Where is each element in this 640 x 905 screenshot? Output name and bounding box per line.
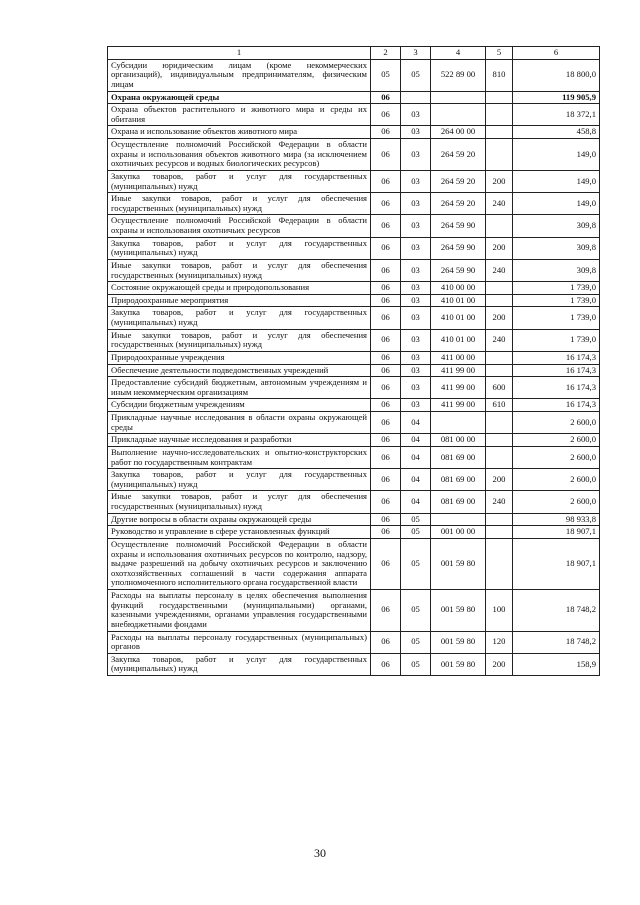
header-col-1: 1 xyxy=(108,47,371,60)
row-amount-cell: 16 174,3 xyxy=(513,351,600,364)
row-section-cell: 06 xyxy=(371,590,401,632)
row-name-cell: Закупка товаров, работ и услуг для государственных (муниципальных) нужд xyxy=(108,170,371,192)
table-row xyxy=(108,491,600,513)
row-name-cell: Состояние окружающей среды и природопользования xyxy=(108,282,371,295)
row-section-cell: 06 xyxy=(371,399,401,412)
row-target-code-cell xyxy=(431,513,486,526)
row-expense-type-cell: 240 xyxy=(486,491,513,513)
table-row xyxy=(108,294,600,307)
row-expense-type-cell: 240 xyxy=(486,193,513,215)
row-target-code-cell: 081 00 00 xyxy=(431,434,486,447)
row-subsection-cell: 04 xyxy=(401,434,431,447)
row-amount-cell: 149,0 xyxy=(513,170,600,192)
row-name-cell: Закупка товаров, работ и услуг для государственных (муниципальных) нужд xyxy=(108,307,371,329)
row-subsection-cell: 05 xyxy=(401,590,431,632)
row-subsection-cell xyxy=(401,91,431,104)
row-name-cell: Охрана окружающей среды xyxy=(108,91,371,104)
row-amount-cell: 16 174,3 xyxy=(513,364,600,377)
row-section-cell: 06 xyxy=(371,526,401,539)
table-row xyxy=(108,91,600,104)
row-section-cell: 06 xyxy=(371,91,401,104)
row-amount-cell: 16 174,3 xyxy=(513,377,600,399)
row-amount-cell: 18 907,1 xyxy=(513,538,600,589)
row-amount-cell: 2 600,0 xyxy=(513,491,600,513)
row-section-cell: 06 xyxy=(371,364,401,377)
table-row xyxy=(108,434,600,447)
row-expense-type-cell xyxy=(486,215,513,237)
row-subsection-cell: 05 xyxy=(401,631,431,653)
row-section-cell: 06 xyxy=(371,237,401,259)
row-subsection-cell: 04 xyxy=(401,469,431,491)
row-name-cell: Субсидии бюджетным учреждениям xyxy=(108,399,371,412)
row-subsection-cell: 05 xyxy=(401,526,431,539)
row-expense-type-cell: 200 xyxy=(486,653,513,675)
row-subsection-cell: 03 xyxy=(401,351,431,364)
table-row xyxy=(108,526,600,539)
row-target-code-cell xyxy=(431,412,486,434)
table-row xyxy=(108,237,600,259)
row-amount-cell: 1 739,0 xyxy=(513,294,600,307)
header-col-2: 2 xyxy=(371,47,401,60)
row-name-cell: Прикладные научные исследования и разработки xyxy=(108,434,371,447)
table-row xyxy=(108,170,600,192)
row-expense-type-cell xyxy=(486,351,513,364)
row-expense-type-cell: 610 xyxy=(486,399,513,412)
row-expense-type-cell xyxy=(486,139,513,171)
row-amount-cell: 2 600,0 xyxy=(513,434,600,447)
row-target-code-cell: 081 69 00 xyxy=(431,469,486,491)
row-subsection-cell: 03 xyxy=(401,377,431,399)
table-row xyxy=(108,139,600,171)
row-name-cell: Иные закупки товаров, работ и услуг для обеспечения государственных (муниципальных) нужд xyxy=(108,329,371,351)
table-row xyxy=(108,538,600,589)
row-subsection-cell: 04 xyxy=(401,491,431,513)
row-target-code-cell: 264 59 20 xyxy=(431,170,486,192)
row-expense-type-cell xyxy=(486,126,513,139)
row-amount-cell: 18 748,2 xyxy=(513,631,600,653)
row-amount-cell: 158,9 xyxy=(513,653,600,675)
row-subsection-cell: 03 xyxy=(401,104,431,126)
row-name-cell: Предоставление субсидий бюджетным, автономным учреждениям и иным некоммерческим организациям xyxy=(108,377,371,399)
row-target-code-cell: 264 59 20 xyxy=(431,139,486,171)
row-section-cell: 06 xyxy=(371,412,401,434)
table-row xyxy=(108,513,600,526)
row-expense-type-cell: 200 xyxy=(486,170,513,192)
row-target-code-cell: 410 00 00 xyxy=(431,282,486,295)
row-subsection-cell: 05 xyxy=(401,59,431,91)
table-row xyxy=(108,399,600,412)
table-row xyxy=(108,59,600,91)
row-expense-type-cell: 240 xyxy=(486,259,513,281)
row-subsection-cell: 05 xyxy=(401,538,431,589)
row-subsection-cell: 03 xyxy=(401,126,431,139)
row-section-cell: 06 xyxy=(371,259,401,281)
row-section-cell: 06 xyxy=(371,653,401,675)
table-row xyxy=(108,469,600,491)
row-amount-cell: 309,8 xyxy=(513,259,600,281)
row-amount-cell: 149,0 xyxy=(513,193,600,215)
row-name-cell: Природоохранные мероприятия xyxy=(108,294,371,307)
row-target-code-cell: 410 01 00 xyxy=(431,294,486,307)
row-target-code-cell: 264 59 90 xyxy=(431,259,486,281)
row-amount-cell: 2 600,0 xyxy=(513,412,600,434)
row-amount-cell: 98 933,8 xyxy=(513,513,600,526)
row-amount-cell: 309,8 xyxy=(513,215,600,237)
row-section-cell: 05 xyxy=(371,59,401,91)
row-target-code-cell: 264 00 00 xyxy=(431,126,486,139)
row-target-code-cell: 001 59 80 xyxy=(431,538,486,589)
table-row xyxy=(108,631,600,653)
row-section-cell: 06 xyxy=(371,538,401,589)
row-expense-type-cell xyxy=(486,104,513,126)
row-section-cell: 06 xyxy=(371,193,401,215)
row-amount-cell: 1 739,0 xyxy=(513,307,600,329)
row-target-code-cell: 264 59 90 xyxy=(431,237,486,259)
row-amount-cell: 458,8 xyxy=(513,126,600,139)
budget-table xyxy=(107,46,600,676)
row-expense-type-cell xyxy=(486,538,513,589)
row-name-cell: Закупка товаров, работ и услуг для государственных (муниципальных) нужд xyxy=(108,469,371,491)
row-amount-cell: 18 372,1 xyxy=(513,104,600,126)
table-row xyxy=(108,329,600,351)
row-target-code-cell: 411 00 00 xyxy=(431,351,486,364)
row-target-code-cell: 081 69 00 xyxy=(431,491,486,513)
row-expense-type-cell xyxy=(486,446,513,468)
row-expense-type-cell: 600 xyxy=(486,377,513,399)
row-section-cell: 06 xyxy=(371,215,401,237)
row-name-cell: Осуществление полномочий Российской Федерации в области охраны и использования охотничьих ресурсов по контролю, надзору, выдаче разрешений на добычу охотничьих ресурсов и заключению охотхозяйственных соглашений в части содержания аппарата уполномоченного исполнительного органа государственной власти xyxy=(108,538,371,589)
table-row xyxy=(108,215,600,237)
table-row xyxy=(108,282,600,295)
table-row xyxy=(108,364,600,377)
row-name-cell: Другие вопросы в области охраны окружающей среды xyxy=(108,513,371,526)
row-section-cell: 06 xyxy=(371,104,401,126)
row-subsection-cell: 03 xyxy=(401,215,431,237)
row-subsection-cell: 03 xyxy=(401,364,431,377)
row-name-cell: Закупка товаров, работ и услуг для государственных (муниципальных) нужд xyxy=(108,653,371,675)
row-subsection-cell: 05 xyxy=(401,653,431,675)
table-row xyxy=(108,259,600,281)
row-name-cell: Иные закупки товаров, работ и услуг для обеспечения государственных (муниципальных) нужд xyxy=(108,193,371,215)
row-amount-cell: 18 748,2 xyxy=(513,590,600,632)
row-expense-type-cell xyxy=(486,282,513,295)
row-subsection-cell: 03 xyxy=(401,237,431,259)
row-target-code-cell xyxy=(431,91,486,104)
row-target-code-cell: 410 01 00 xyxy=(431,329,486,351)
row-name-cell: Осуществление полномочий Российской Федерации в области охраны и использования объектов животного мира (за исключением охотничьих ресурсов и водных биологических ресурсов) xyxy=(108,139,371,171)
table-row xyxy=(108,351,600,364)
row-amount-cell: 1 739,0 xyxy=(513,329,600,351)
row-section-cell: 06 xyxy=(371,139,401,171)
row-section-cell: 06 xyxy=(371,491,401,513)
row-amount-cell: 309,8 xyxy=(513,237,600,259)
row-subsection-cell: 03 xyxy=(401,193,431,215)
table-body xyxy=(108,59,600,675)
row-expense-type-cell xyxy=(486,294,513,307)
row-amount-cell: 119 905,9 xyxy=(513,91,600,104)
row-expense-type-cell: 200 xyxy=(486,307,513,329)
row-target-code-cell: 522 89 00 xyxy=(431,59,486,91)
row-target-code-cell: 411 99 00 xyxy=(431,399,486,412)
row-section-cell: 06 xyxy=(371,170,401,192)
row-name-cell: Субсидии юридическим лицам (кроме некоммерческих организаций), индивидуальным предпринимателям, физическим лицам xyxy=(108,59,371,91)
row-name-cell: Закупка товаров, работ и услуг для государственных (муниципальных) нужд xyxy=(108,237,371,259)
table-row xyxy=(108,446,600,468)
row-name-cell: Прикладные научные исследования в области охраны окружающей среды xyxy=(108,412,371,434)
row-name-cell: Охрана и использование объектов животного мира xyxy=(108,126,371,139)
table-row xyxy=(108,590,600,632)
row-target-code-cell: 411 99 00 xyxy=(431,364,486,377)
row-target-code-cell: 411 99 00 xyxy=(431,377,486,399)
table-row xyxy=(108,126,600,139)
row-target-code-cell: 001 59 80 xyxy=(431,631,486,653)
row-target-code-cell xyxy=(431,104,486,126)
row-name-cell: Иные закупки товаров, работ и услуг для обеспечения государственных (муниципальных) нужд xyxy=(108,491,371,513)
row-expense-type-cell xyxy=(486,91,513,104)
row-subsection-cell: 03 xyxy=(401,399,431,412)
table-row xyxy=(108,377,600,399)
row-subsection-cell: 03 xyxy=(401,282,431,295)
row-amount-cell: 18 907,1 xyxy=(513,526,600,539)
row-subsection-cell: 05 xyxy=(401,513,431,526)
row-expense-type-cell: 100 xyxy=(486,590,513,632)
row-section-cell: 06 xyxy=(371,351,401,364)
row-name-cell: Охрана объектов растительного и животного мира и среды их обитания xyxy=(108,104,371,126)
row-subsection-cell: 03 xyxy=(401,329,431,351)
header-col-5: 5 xyxy=(486,47,513,60)
table-row xyxy=(108,193,600,215)
header-col-3: 3 xyxy=(401,47,431,60)
row-subsection-cell: 03 xyxy=(401,294,431,307)
row-name-cell: Выполнение научно-исследовательских и опытно-конструкторских работ по государственным контрактам xyxy=(108,446,371,468)
row-subsection-cell: 04 xyxy=(401,412,431,434)
row-expense-type-cell xyxy=(486,412,513,434)
row-amount-cell: 2 600,0 xyxy=(513,446,600,468)
row-section-cell: 06 xyxy=(371,631,401,653)
row-name-cell: Осуществление полномочий Российской Федерации в области охраны и использования охотничьих ресурсов xyxy=(108,215,371,237)
row-expense-type-cell: 810 xyxy=(486,59,513,91)
row-target-code-cell: 001 59 80 xyxy=(431,590,486,632)
row-subsection-cell: 03 xyxy=(401,307,431,329)
table-row xyxy=(108,307,600,329)
row-expense-type-cell xyxy=(486,434,513,447)
row-target-code-cell: 264 59 20 xyxy=(431,193,486,215)
row-expense-type-cell: 200 xyxy=(486,237,513,259)
row-section-cell: 06 xyxy=(371,513,401,526)
row-section-cell: 06 xyxy=(371,282,401,295)
row-subsection-cell: 03 xyxy=(401,139,431,171)
row-subsection-cell: 03 xyxy=(401,259,431,281)
row-name-cell: Расходы на выплаты персоналу в целях обеспечения выполнения функций государственными (муниципальными) органами, казенными учреждениями, органами управления государственными внебюджетными фондами xyxy=(108,590,371,632)
table-row xyxy=(108,104,600,126)
row-target-code-cell: 264 59 90 xyxy=(431,215,486,237)
row-amount-cell: 16 174,3 xyxy=(513,399,600,412)
row-name-cell: Руководство и управление в сфере установленных функций xyxy=(108,526,371,539)
row-section-cell: 06 xyxy=(371,294,401,307)
row-expense-type-cell: 200 xyxy=(486,469,513,491)
row-target-code-cell: 410 01 00 xyxy=(431,307,486,329)
table-header-row xyxy=(108,47,600,60)
table-row xyxy=(108,653,600,675)
row-section-cell: 06 xyxy=(371,329,401,351)
row-expense-type-cell xyxy=(486,526,513,539)
page-number: 30 xyxy=(314,846,326,860)
row-amount-cell: 2 600,0 xyxy=(513,469,600,491)
table-row xyxy=(108,412,600,434)
row-target-code-cell: 081 69 00 xyxy=(431,446,486,468)
row-section-cell: 06 xyxy=(371,307,401,329)
row-section-cell: 06 xyxy=(371,446,401,468)
row-section-cell: 06 xyxy=(371,377,401,399)
row-target-code-cell: 001 59 80 xyxy=(431,653,486,675)
row-name-cell: Обеспечение деятельности подведомственных учреждений xyxy=(108,364,371,377)
row-subsection-cell: 03 xyxy=(401,170,431,192)
row-expense-type-cell: 120 xyxy=(486,631,513,653)
row-amount-cell: 149,0 xyxy=(513,139,600,171)
row-expense-type-cell xyxy=(486,513,513,526)
row-target-code-cell: 001 00 00 xyxy=(431,526,486,539)
row-name-cell: Иные закупки товаров, работ и услуг для обеспечения государственных (муниципальных) нужд xyxy=(108,259,371,281)
row-section-cell: 06 xyxy=(371,469,401,491)
row-expense-type-cell xyxy=(486,364,513,377)
header-col-6: 6 xyxy=(513,47,600,60)
row-expense-type-cell: 240 xyxy=(486,329,513,351)
header-col-4: 4 xyxy=(431,47,486,60)
row-section-cell: 06 xyxy=(371,434,401,447)
row-amount-cell: 18 800,0 xyxy=(513,59,600,91)
row-subsection-cell: 04 xyxy=(401,446,431,468)
row-amount-cell: 1 739,0 xyxy=(513,282,600,295)
row-name-cell: Природоохранные учреждения xyxy=(108,351,371,364)
row-name-cell: Расходы на выплаты персоналу государственных (муниципальных) органов xyxy=(108,631,371,653)
row-section-cell: 06 xyxy=(371,126,401,139)
